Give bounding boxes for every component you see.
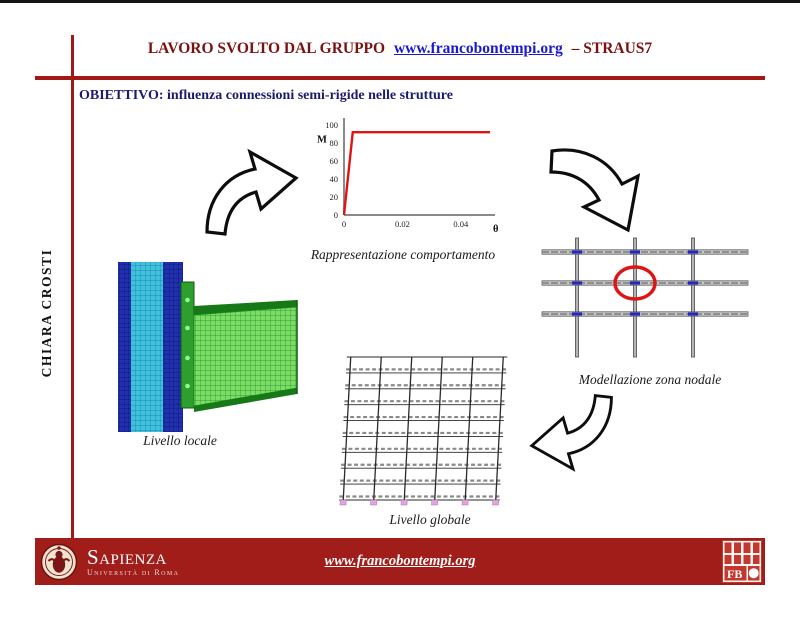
caption-global-level: Livello globale	[389, 512, 471, 527]
fbo-stamp-letters: FB	[727, 567, 743, 581]
header-title-prefix: LAVORO SVOLTO DAL GRUPPO	[147, 40, 386, 57]
top-border-line	[0, 0, 800, 3]
sapienza-subtitle: Università di Roma	[87, 567, 180, 577]
footer-website-link[interactable]: www.francobontempi.org	[324, 553, 476, 569]
svg-text:θ: θ	[493, 224, 499, 235]
horizontal-red-rule	[35, 76, 765, 80]
curved-arrow-down-right-icon	[543, 142, 643, 237]
fem-connection-graphic	[115, 260, 305, 435]
vertical-red-rule	[71, 35, 74, 538]
svg-text:0: 0	[333, 210, 338, 220]
svg-text:80: 80	[329, 138, 338, 148]
svg-text:0.02: 0.02	[394, 219, 410, 229]
sapienza-wordmark: Sapienza	[87, 544, 167, 569]
footer-bar	[35, 538, 765, 585]
svg-text:40: 40	[329, 174, 338, 184]
svg-text:60: 60	[329, 156, 338, 166]
curved-arrow-up-right-icon	[198, 143, 303, 238]
curved-arrow-down-left-icon	[520, 392, 625, 477]
svg-text:0.04: 0.04	[453, 219, 469, 229]
caption-local-level: Livello locale	[143, 433, 217, 448]
header-website-link[interactable]: www.francobontempi.org	[393, 40, 563, 57]
svg-text:M: M	[317, 134, 327, 146]
svg-text:100: 100	[325, 120, 338, 130]
caption-nodal-zone: Modellazione zona nodale	[578, 372, 722, 387]
author-vertical-label: CHIARA CROSTI	[39, 248, 54, 378]
objective-title: OBIETTIVO: influenza connessioni semi-rigide nelle strutture	[79, 88, 453, 103]
deformed-frame-graphic	[332, 352, 547, 512]
slide-header	[0, 40, 800, 58]
header-title-suffix: – STRAUS7	[571, 40, 653, 57]
svg-text:0: 0	[341, 219, 347, 229]
frame-grid-graphic	[535, 235, 765, 365]
svg-text:20: 20	[329, 192, 338, 202]
chart-caption: Rappresentazione comportamento	[310, 247, 496, 262]
m-theta-chart	[300, 113, 505, 241]
